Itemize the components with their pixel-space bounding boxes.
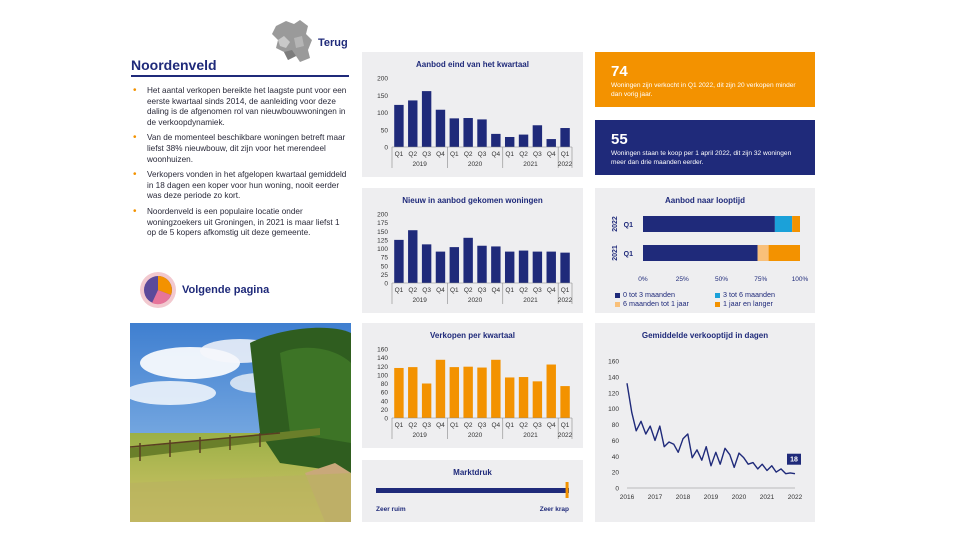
chart-nieuw: [362, 188, 583, 313]
kpi-value: 55: [611, 131, 628, 148]
chart-title: Aanbod naar looptijd: [665, 196, 745, 205]
chart-verkopen: [362, 323, 583, 448]
x-tick-label: Q1: [449, 151, 459, 158]
x-tick-label: Q4: [436, 151, 445, 158]
bar: [491, 246, 500, 283]
year-label: 2020: [467, 161, 483, 168]
x-tick-label: Q2: [463, 287, 473, 294]
bar: [394, 105, 403, 147]
y-tick-label: 150: [377, 228, 388, 236]
marktdruk-left-label: Zeer ruim: [376, 506, 406, 513]
bar: [450, 367, 459, 418]
x-tick-label: Q2: [408, 151, 418, 158]
legend-item: [615, 299, 689, 308]
y-tick-label: 140: [608, 374, 619, 382]
y-tick-label: 20: [380, 406, 388, 414]
x-tick-label: Q2: [463, 151, 473, 158]
x-tick-label: Q3: [533, 151, 542, 158]
x-tick-label: 2019: [703, 494, 719, 501]
x-tick-label: Q4: [546, 287, 556, 294]
y-tick-label: 125: [377, 237, 388, 245]
x-tick-label: Q2: [519, 151, 528, 158]
marktdruk-panel: [362, 460, 583, 522]
x-tick-label: Q2: [463, 422, 473, 429]
kpi-supply-card: [595, 120, 815, 175]
y-tick-label: 25: [380, 271, 388, 279]
chart-verkooptijd-panel: [595, 323, 815, 522]
y-tick-label: 80: [380, 381, 388, 388]
marktdruk-right-label: Zeer krap: [539, 506, 569, 513]
series-line: [627, 383, 795, 474]
x-tick-label: Q1: [394, 151, 404, 158]
legend-label: 6 maanden tot 1 jaar: [623, 299, 689, 308]
year-label: 2020: [467, 432, 483, 439]
kpi-value: 74: [611, 63, 628, 80]
gauge-marker: [566, 482, 569, 498]
back-link[interactable]: Terug: [318, 37, 348, 49]
y-tick-label: 120: [377, 363, 388, 371]
bar: [436, 360, 445, 418]
bar: [560, 253, 569, 283]
bar: [491, 360, 500, 418]
y-tick-label: 60: [611, 437, 619, 445]
y-tick-label: 100: [608, 406, 619, 414]
x-tick-label: Q3: [422, 422, 431, 429]
bar: [547, 252, 556, 283]
bar: [547, 365, 556, 418]
bar: [505, 252, 514, 283]
bar: [560, 386, 569, 418]
chart-aanbod: [362, 52, 583, 177]
stacked-bar-segment: [775, 216, 792, 232]
bar: [422, 244, 431, 283]
bar: [394, 368, 403, 418]
summary-item: • Het aantal verkopen bereikte het laagste punt voor een eerste kwartaal sinds 2014, de aanleiding voor deze daling is de afgenomen rol van nieuwbouwwoningen in de verkoopdynamiek.: [131, 86, 349, 128]
legend-swatch: [615, 302, 620, 307]
y-tick-label: 40: [380, 398, 388, 406]
y-tick-label: 200: [377, 75, 388, 83]
marktdruk-title: Marktdruk: [453, 468, 492, 477]
page-title: Noordenveld: [131, 57, 217, 73]
year-label: 2021: [523, 297, 538, 304]
y-tick-label: 50: [380, 263, 388, 271]
x-tick-label: 2021: [759, 494, 775, 501]
year-label: 2022: [612, 216, 619, 232]
chart-verkooptijd: [595, 323, 815, 522]
bar: [422, 91, 431, 147]
legend-label: 0 tot 3 maanden: [623, 290, 675, 299]
summary-item: • Noordenveld is een populaire locatie onder woningzoekers uit Groningen, in 2021 is maar liefst 1 op de 5 kopers afkomstig uit deze gemeente.: [131, 207, 349, 239]
next-page-button[interactable]: [138, 270, 269, 310]
x-tick-label: Q4: [546, 151, 556, 158]
year-label: 2019: [412, 297, 427, 304]
legend-swatch: [715, 302, 720, 307]
x-tick-label: 0%: [638, 276, 648, 283]
year-label: 2021: [612, 245, 619, 261]
bar: [408, 230, 417, 283]
x-tick-label: Q1: [394, 287, 404, 294]
x-tick-label: 25%: [675, 276, 689, 283]
year-label: 2019: [412, 432, 427, 439]
region-map-icon[interactable]: [270, 18, 316, 66]
bar: [491, 134, 500, 147]
bar: [436, 252, 445, 283]
category-label: Q1: [623, 251, 633, 258]
bar: [477, 368, 486, 418]
y-tick-label: 75: [380, 254, 388, 262]
bar: [505, 377, 514, 418]
x-tick-label: Q3: [533, 422, 542, 429]
bar: [547, 139, 556, 147]
stacked-bar-segment: [792, 216, 800, 232]
bar: [477, 246, 486, 283]
y-tick-label: 160: [377, 346, 388, 354]
bar: [533, 125, 542, 147]
summary-item: • Verkopers vonden in het afgelopen kwartaal gemiddeld in 18 dagen een koper voor hun woning, nooit eerder was deze periode zo kort.: [131, 170, 349, 202]
x-tick-label: Q2: [519, 287, 528, 294]
legend-swatch: [715, 293, 720, 298]
y-tick-label: 0: [384, 144, 388, 152]
legend-swatch: [615, 293, 620, 298]
x-tick-label: Q4: [491, 287, 501, 294]
x-tick-label: 2016: [619, 494, 635, 501]
x-tick-label: Q1: [449, 422, 459, 429]
chart-title: Aanbod eind van het kwartaal: [416, 60, 529, 69]
bar: [519, 377, 528, 418]
legend-item: [715, 299, 773, 308]
x-tick-label: Q2: [519, 422, 528, 429]
chart-looptijd-panel: [595, 188, 815, 313]
summary-item: • Van de momenteel beschikbare woningen betreft maar liefst 38% nieuwbouw, dit zijn voor het merendeel woonhuizen.: [131, 133, 349, 165]
summary-list: [131, 86, 349, 244]
kpi-text: Woningen staan te koop per 1 april 2022, dit zijn 32 woningen meer dan drie maanden eerder.: [611, 150, 792, 166]
x-tick-label: Q4: [436, 287, 445, 294]
stacked-bar-segment: [643, 245, 758, 261]
chart-nieuw-panel: [362, 188, 583, 313]
y-tick-label: 150: [377, 92, 388, 100]
chart-title: Nieuw in aanbod gekomen woningen: [402, 196, 543, 205]
kpi-text: Woningen zijn verkocht in Q1 2022, dit zijn 20 verkopen minder dan vorig jaar.: [611, 82, 796, 98]
x-tick-label: 100%: [791, 276, 809, 283]
landscape-photo: [130, 323, 351, 522]
chart-title: Gemiddelde verkooptijd in dagen: [641, 331, 769, 340]
legend-label: 1 jaar en langer: [723, 299, 773, 308]
kpi-sales-card: [595, 52, 815, 107]
x-tick-label: 2017: [647, 494, 663, 501]
bar: [505, 137, 514, 147]
x-tick-label: Q1: [560, 422, 570, 429]
bar: [533, 252, 542, 283]
x-tick-label: Q1: [394, 422, 404, 429]
bar: [408, 367, 417, 418]
chart-aanbod-panel: [362, 52, 583, 177]
stacked-bar-segment: [758, 245, 769, 261]
bar: [394, 240, 403, 283]
bar: [463, 118, 472, 147]
bar: [533, 381, 542, 418]
x-tick-label: Q3: [477, 422, 487, 429]
chart-verkopen-panel: [362, 323, 583, 448]
bar: [422, 384, 431, 419]
x-tick-label: 2022: [787, 494, 803, 501]
y-tick-label: 140: [377, 355, 388, 363]
bar: [408, 100, 417, 147]
y-tick-label: 60: [380, 389, 388, 397]
year-label: 2021: [523, 161, 538, 168]
bar: [519, 135, 528, 147]
x-tick-label: Q2: [408, 287, 418, 294]
year-label: 2022: [557, 432, 573, 439]
y-tick-label: 80: [611, 422, 619, 429]
year-label: 2021: [523, 432, 538, 439]
year-label: 2020: [467, 297, 483, 304]
x-tick-label: Q3: [477, 151, 487, 158]
pie-chart-icon: [138, 270, 178, 310]
end-label: 18: [790, 456, 798, 464]
y-tick-label: 20: [611, 469, 619, 477]
y-tick-label: 40: [611, 453, 619, 461]
next-page-label: Volgende pagina: [182, 284, 270, 296]
legend-item: [715, 290, 775, 299]
y-tick-label: 100: [377, 246, 388, 253]
x-tick-label: Q3: [422, 287, 431, 294]
gauge-track: [376, 488, 569, 493]
y-tick-label: 0: [384, 280, 388, 288]
bar: [450, 247, 459, 283]
x-tick-label: Q3: [422, 151, 431, 158]
stacked-bar-segment: [769, 245, 800, 261]
y-tick-label: 160: [608, 358, 619, 366]
x-tick-label: 50%: [714, 276, 729, 283]
legend-item: [615, 290, 675, 299]
x-tick-label: Q1: [449, 287, 459, 294]
x-tick-label: Q1: [505, 151, 515, 158]
x-tick-label: Q1: [560, 287, 570, 294]
y-tick-label: 200: [377, 211, 388, 219]
x-tick-label: Q3: [533, 287, 542, 294]
year-label: 2022: [557, 161, 573, 168]
y-tick-label: 120: [608, 390, 619, 398]
bar: [463, 367, 472, 418]
x-tick-label: Q4: [491, 151, 501, 158]
x-tick-label: 75%: [754, 276, 768, 283]
x-tick-label: 2020: [731, 494, 747, 501]
x-tick-label: Q1: [505, 422, 515, 429]
year-label: 2019: [412, 161, 427, 168]
y-tick-label: 175: [377, 220, 388, 228]
x-tick-label: Q4: [491, 422, 501, 429]
bar: [463, 238, 472, 283]
x-tick-label: Q4: [436, 422, 445, 429]
legend-label: 3 tot 6 maanden: [723, 290, 775, 299]
title-divider: [131, 75, 349, 77]
bar: [477, 119, 486, 147]
bar: [450, 118, 459, 147]
year-label: 2022: [557, 297, 573, 304]
bar: [436, 110, 445, 147]
y-tick-label: 100: [377, 372, 388, 380]
y-tick-label: 100: [377, 110, 388, 117]
y-tick-label: 0: [384, 415, 388, 423]
x-tick-label: Q3: [477, 287, 487, 294]
bar: [560, 128, 569, 147]
x-tick-label: Q1: [560, 151, 570, 158]
x-tick-label: Q4: [546, 422, 556, 429]
chart-title: Verkopen per kwartaal: [430, 331, 515, 340]
bar: [519, 251, 528, 283]
y-tick-label: 50: [380, 127, 388, 135]
x-tick-label: 2018: [675, 494, 691, 501]
x-tick-label: Q1: [505, 287, 515, 294]
y-tick-label: 0: [615, 485, 619, 493]
category-label: Q1: [623, 222, 633, 229]
stacked-bar-segment: [643, 216, 775, 232]
x-tick-label: Q2: [408, 422, 418, 429]
